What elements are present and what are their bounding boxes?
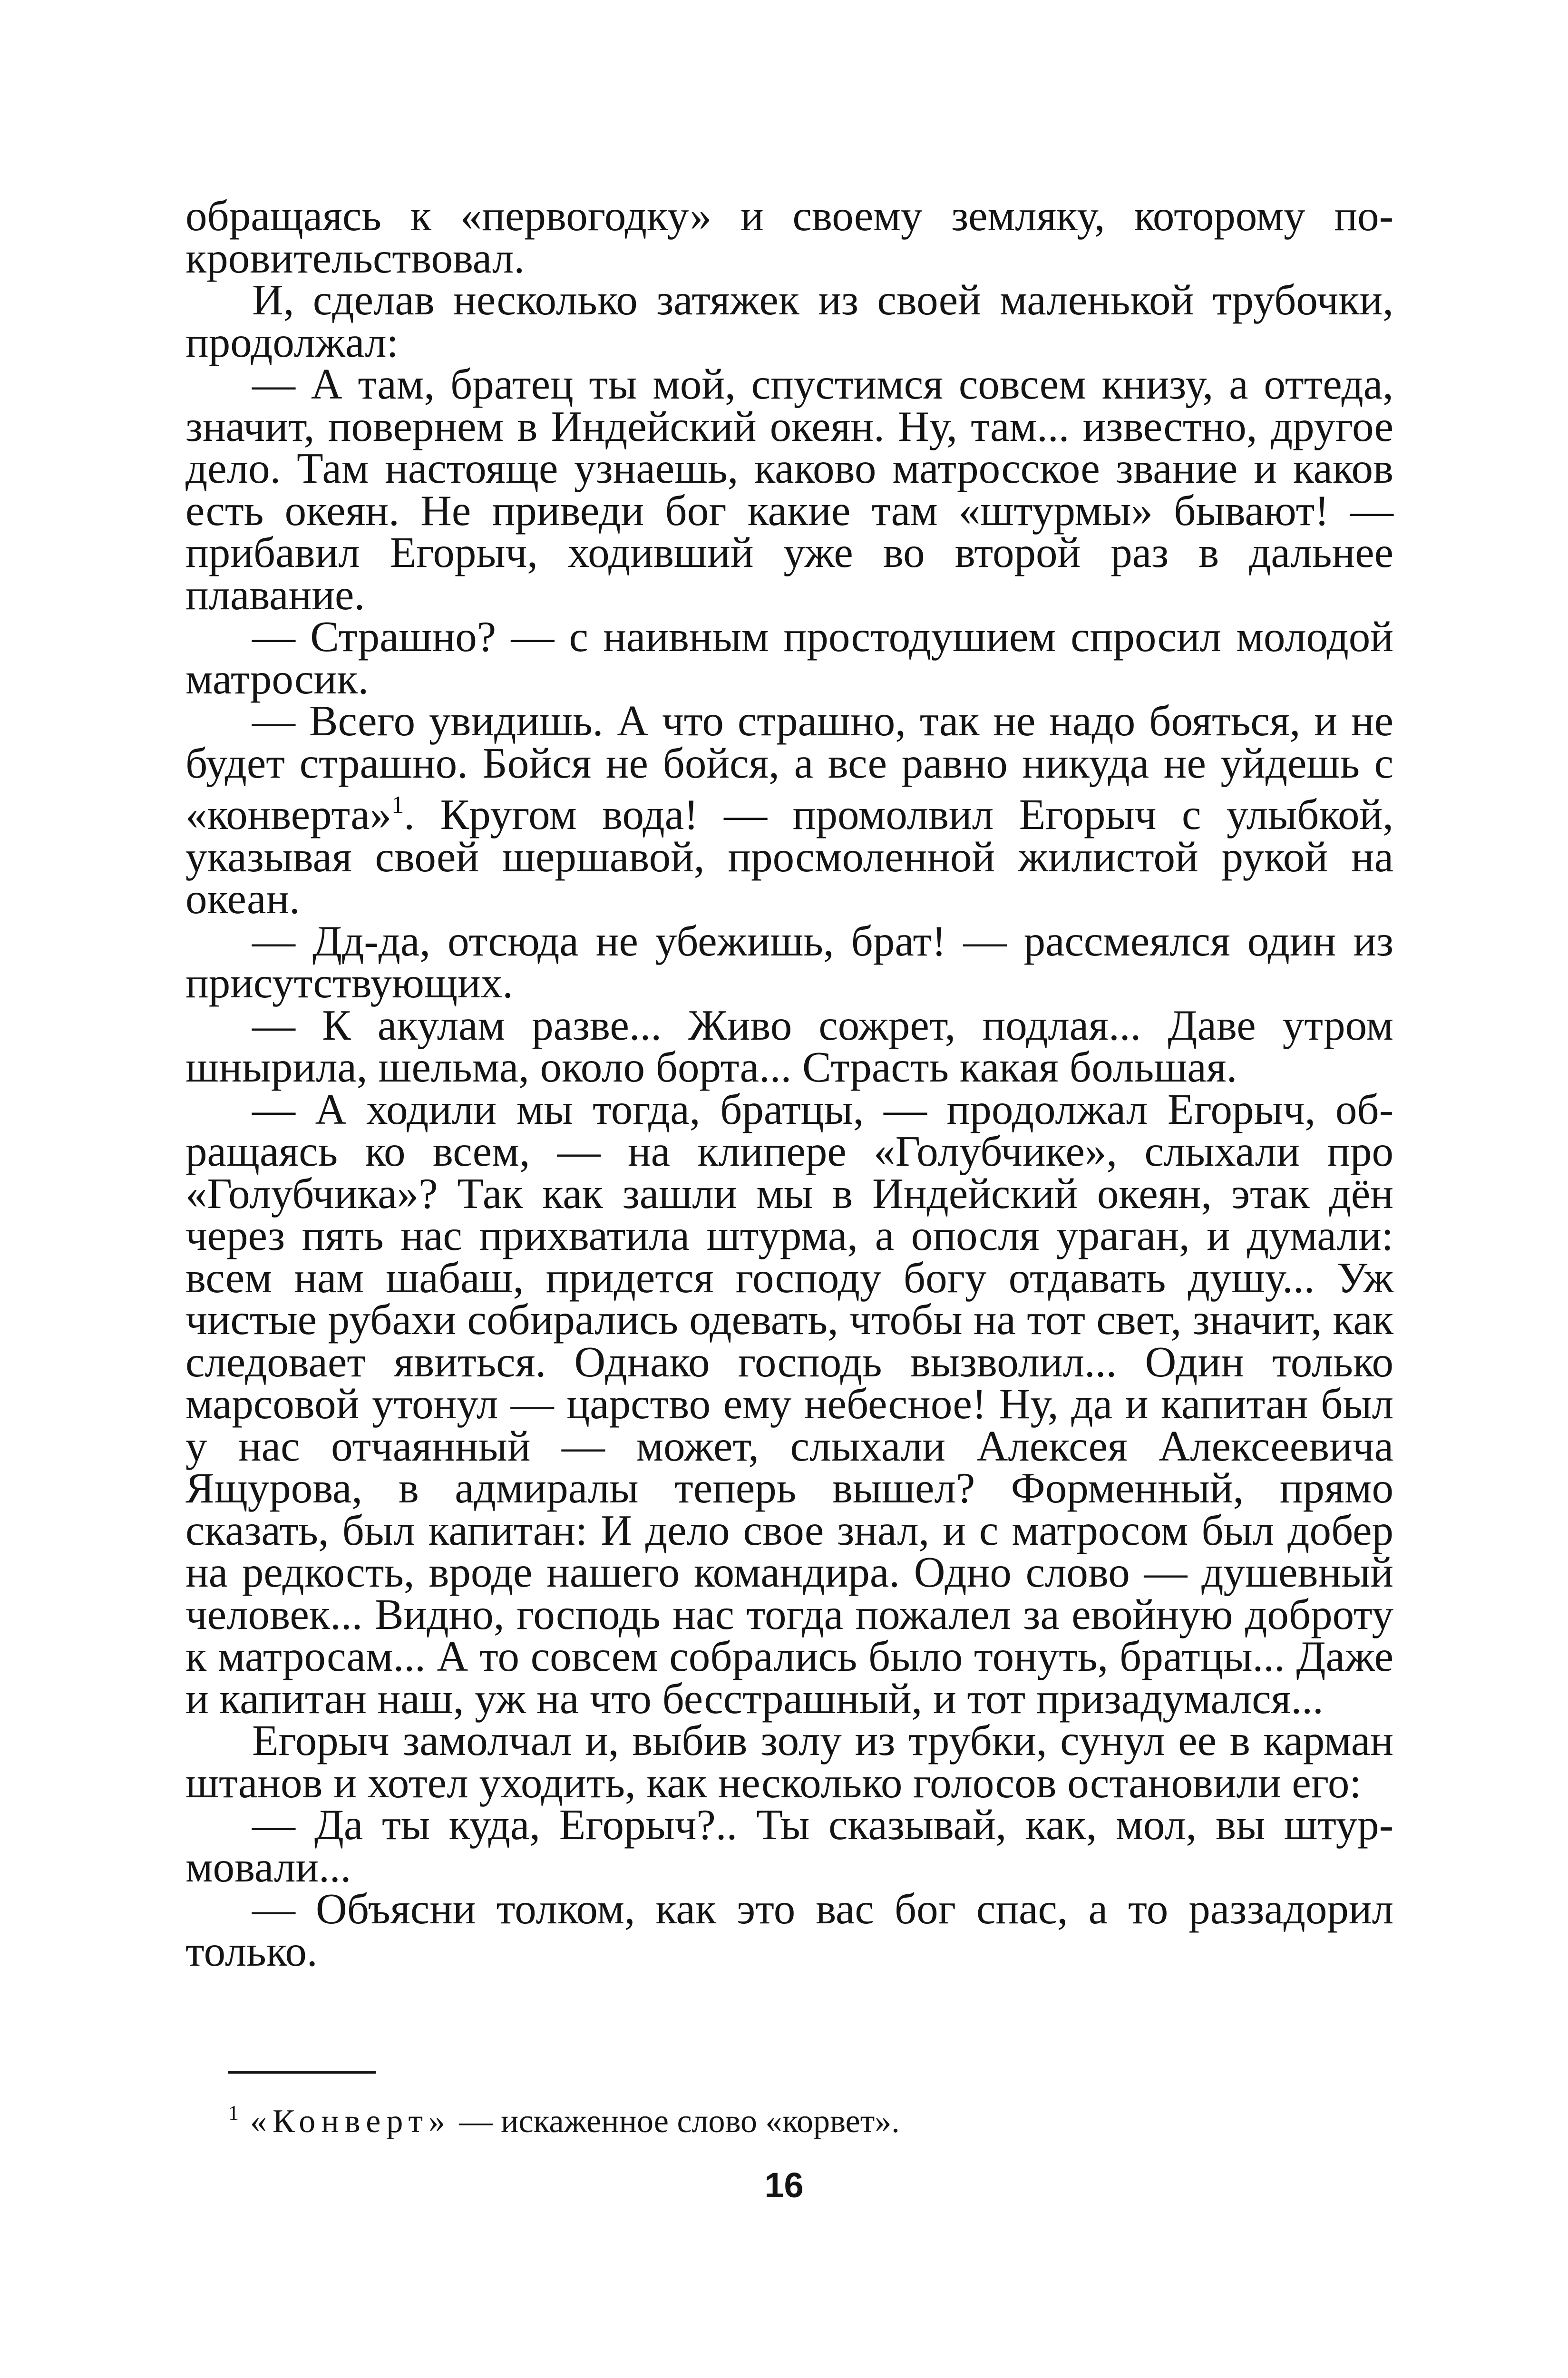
footnote [228, 2092, 1370, 2143]
main-text [185, 192, 1393, 1975]
footnote-marker: 1 [228, 2101, 239, 2125]
paragraph-8: — А ходили мы тогда, братцы, — продолжал Егорыч, обращаясь ко всем, — на клипере «Голубчике», слыхали про «Голубчика»? Так как зашли мы в Индейский океян, этак дён через пять нас прихватила штурма, а опосля ураган, и думали: всем нам шабаш, придется господу богу отдавать душу... Уж чистые рубахи собирались одевать, чтобы на тот свет, значит, как следовает явиться. Однако господь вызволил... Один только марсовой утонул — царство ему небесное! Ну, да и капитан был у нас отчаянный — может, слыхали Алексея Алексеевича Ящурова, в адмиралы теперь вышел? Форменный, прямо сказать, был капитан: И дело свое знал, и с матросом был добер на редкость, вроде нашего командира. Одно слово — душевный человек... Видно, господь нас тогда пожалел за евойную доброту к матросам... А то совсем собрались было тонуть, братцы... Даже и капитан наш, уж на что бесстрашный, и тот призадумался... [185, 1085, 1393, 1723]
page-number: 16 [764, 2165, 804, 2205]
paragraph-10: — Да ты куда, Егорыч?.. Ты сказывай, как, мол, вы штурмовали... [185, 1801, 1393, 1891]
paragraph-5-continuation: . Кругом вода! — промолвил Егорыч с улыбкой, указывая своей шершавой, просмоленной жилистой рукой на океан. [185, 790, 1393, 923]
paragraph-1: обращаясь к «первогодку» и своему земляку, которому покровительствовал. [185, 192, 1393, 282]
paragraph-7: — К акулам разве... Живо сожрет, подлая... Даве утром шнырила, шельма, около борта... Страсть какая большая. [185, 1001, 1393, 1091]
paragraph-4: — Страшно? — с наивным простодушием спросил молодой матросик. [185, 613, 1393, 703]
paragraph-6: — Дд-да, отсюда не убежишь, брат! — рассмеялся один из присутствующих. [185, 916, 1393, 1007]
paragraph-9: Егорыч замолчал и, выбив золу из трубки, сунул ее в карман штанов и хотел уходить, как несколько голосов остановили его: [185, 1716, 1393, 1807]
paragraph-5 [185, 697, 1393, 923]
footnote-term: «Конверт» [250, 2103, 451, 2140]
paragraph-3: — А там, братец ты мой, спустимся совсем книзу, а оттеда, значит, повернем в Индейский океян. Ну, там... известно, другое дело. Там настояще узнаешь, каково матросское звание и каков есть океян. Не приведи бог какие там «штурмы» бывают! — прибавил Егорыч, ходивший уже во второй раз в дальнее плавание. [185, 360, 1393, 619]
paragraph-2: И, сделав несколько затяжек из своей маленькой трубочки, продолжал: [185, 276, 1393, 366]
paragraph-11: — Объясни толком, как это вас бог спас, а то раззадорил только. [185, 1885, 1393, 1975]
paragraph-5-text: — Всего увидишь. А что страшно, так не надо бояться, и не будет страшно. Бойся не бойся, а все равно никуда не уйдешь с «конверта» [185, 697, 1393, 838]
footnote-divider [228, 2071, 376, 2074]
footnote-text: — искаженное слово «корвет». [451, 2103, 900, 2140]
footnote-reference: 1 [391, 791, 404, 819]
